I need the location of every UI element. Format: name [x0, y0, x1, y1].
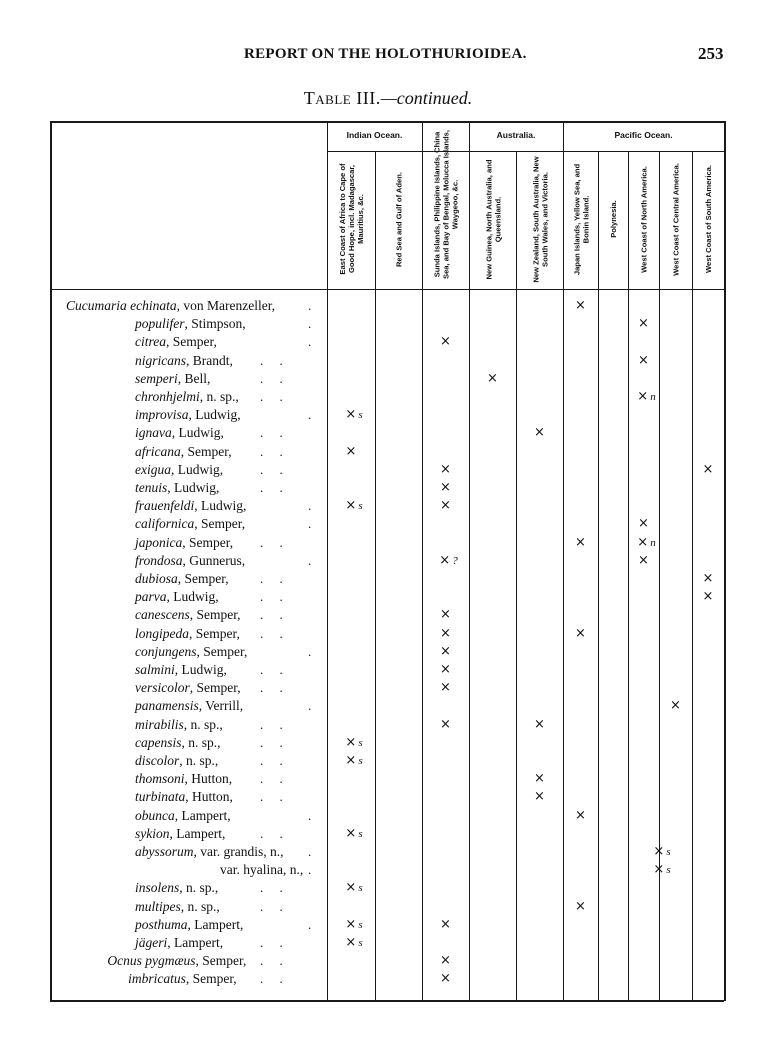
table-row	[0, 970, 776, 988]
presence-mark: ×	[575, 534, 586, 550]
presence-mark: ×	[440, 662, 451, 677]
table-row	[0, 515, 776, 533]
table-row	[0, 679, 776, 697]
dot-leader: . .	[260, 935, 283, 950]
species-author: , n. sp.,	[181, 734, 221, 750]
table-row	[0, 588, 776, 606]
dot-leader: . .	[260, 443, 283, 459]
column-header: Polynesia.	[608, 200, 618, 238]
dot-leader: . .	[260, 716, 283, 732]
species-author: , n. sp.,	[180, 898, 220, 914]
species-name	[135, 916, 243, 934]
dot-leader: . .	[260, 953, 283, 969]
dot-leader: .	[308, 316, 312, 332]
species-author: , Lampert,	[167, 935, 224, 950]
presence-mark: ×	[440, 953, 451, 969]
species-author: , Semper,	[189, 680, 241, 696]
species-author: , Ludwig,	[171, 425, 224, 441]
presence-mark: ×	[440, 607, 451, 623]
species-author: , n. sp.,	[179, 880, 219, 896]
mark-note: s	[666, 864, 671, 877]
species-name	[135, 843, 284, 861]
species-epithet: nigricans	[135, 352, 187, 368]
species-epithet: africana	[135, 443, 181, 459]
dot-leader: . .	[260, 589, 283, 605]
table-row	[0, 606, 776, 624]
species-epithet: posthuma	[135, 916, 188, 932]
presence-mark: × s	[345, 407, 363, 423]
dot-leader: .	[308, 643, 312, 659]
species-author: , Semper,	[194, 516, 246, 532]
species-name	[135, 370, 210, 388]
table-row	[0, 352, 776, 370]
species-name	[135, 807, 231, 825]
presence-mark: ×	[638, 352, 649, 368]
species-author: , Ludwig,	[171, 461, 224, 477]
presence-mark: × s	[345, 880, 363, 896]
species-name	[135, 461, 223, 479]
mark-note: n	[650, 391, 656, 403]
table-row	[0, 825, 776, 843]
column-header: West Coast of Central America.	[671, 162, 680, 276]
mark-note: n	[650, 536, 656, 549]
table-caption-label: Table III.	[303, 88, 381, 108]
mark-note: s	[666, 846, 671, 858]
presence-mark: ×	[575, 807, 586, 823]
dot-leader: . .	[260, 534, 283, 550]
dot-leader: . .	[260, 607, 283, 623]
species-name	[135, 424, 224, 442]
mark-note: s	[358, 882, 363, 895]
genus-name: Cucumaria echinata	[66, 298, 177, 313]
dot-leader: .	[308, 862, 312, 878]
table-row	[0, 770, 776, 788]
presence-mark: ×	[575, 898, 586, 914]
table-row	[0, 843, 776, 861]
species-epithet: sykion	[135, 825, 170, 841]
dot-leader: .	[308, 698, 312, 714]
table-row	[0, 661, 776, 679]
species-epithet: canescens	[135, 607, 190, 623]
species-author: , Semper,	[180, 443, 232, 459]
presence-mark: ×	[440, 971, 451, 987]
species-epithet: jägeri	[135, 935, 168, 950]
dot-leader: .	[308, 407, 312, 423]
species-author: , Hutton,	[185, 789, 233, 805]
mark-note: s	[358, 937, 363, 949]
species-name	[135, 443, 232, 461]
presence-mark: ×	[440, 680, 451, 696]
dot-leader: . .	[260, 461, 283, 477]
presence-mark: ×	[440, 498, 451, 514]
species-name	[135, 934, 223, 952]
presence-mark: ×	[575, 625, 586, 641]
presence-mark: ×	[487, 370, 498, 386]
table-row	[0, 916, 776, 934]
species-name	[66, 297, 275, 315]
table-row	[0, 716, 776, 734]
dot-leader: . .	[260, 771, 283, 787]
species-epithet: thomsoni	[135, 771, 185, 787]
species-epithet: tenuis	[135, 480, 168, 495]
dot-leader: . .	[260, 625, 283, 641]
species-epithet: populifer	[135, 316, 185, 332]
genus-name: Ocnus pygmæus	[107, 953, 196, 969]
species-name	[135, 625, 240, 643]
presence-mark: × s	[345, 916, 363, 932]
presence-mark: × s	[345, 734, 363, 750]
species-name	[135, 716, 223, 734]
mark-note: ?	[452, 554, 458, 567]
species-name	[135, 679, 241, 697]
table-row	[0, 370, 776, 388]
presence-mark: ×	[440, 643, 451, 659]
species-name	[135, 352, 233, 370]
species-author: , Semper,	[166, 334, 217, 350]
table-row	[0, 388, 776, 406]
presence-mark: ×	[702, 589, 714, 605]
species-name	[135, 788, 233, 806]
running-title: REPORT ON THE HOLOTHURIOIDEA.	[244, 46, 527, 62]
group-label: Pacific Ocean.	[614, 130, 673, 140]
species-name	[128, 970, 237, 988]
species-author: , von Marenzeller,	[176, 298, 276, 313]
species-name	[135, 552, 245, 570]
species-author: , Stimpson,	[184, 316, 246, 332]
table-row	[0, 552, 776, 570]
species-epithet: multipes	[135, 898, 181, 914]
species-epithet: versicolor	[135, 680, 190, 696]
page-number: 253	[698, 44, 724, 63]
presence-mark: ×	[534, 425, 545, 441]
table-row	[0, 879, 776, 897]
column-header: New Zealand, South Australia, New South Wales, and Victoria.	[530, 155, 549, 283]
species-epithet: insolens	[135, 880, 180, 896]
species-author: , Gunnerus,	[182, 552, 246, 568]
presence-mark: × n	[637, 389, 656, 404]
species-name	[135, 752, 218, 770]
species-name	[135, 697, 243, 715]
table-row	[0, 807, 776, 825]
group-rule	[563, 151, 724, 152]
column-header: Sunda Islands, Philippine Islands, China Sea, and Bay of Bengal, Molucca Islands, Waygeoo, &c.	[432, 129, 459, 279]
presence-mark: ×	[534, 789, 545, 805]
species-author: , Semper,	[185, 971, 237, 987]
species-author: var. hyalina, n.,	[220, 862, 304, 878]
table-row	[0, 898, 776, 916]
column-header: West Coast of South America.	[703, 164, 713, 274]
table-row	[0, 643, 776, 661]
species-epithet: improvisa	[135, 407, 189, 423]
mark-note: s	[358, 500, 363, 513]
presence-mark: ×	[702, 571, 714, 586]
species-epithet: salmini	[135, 662, 175, 677]
species-name	[135, 315, 246, 333]
presence-mark: × s	[345, 498, 363, 514]
dot-leader: . .	[260, 571, 283, 586]
dot-leader: .	[308, 552, 312, 568]
species-name	[135, 643, 247, 661]
presence-mark: × s	[653, 862, 671, 878]
species-author: , Lampert,	[187, 916, 244, 932]
species-epithet: capensis	[135, 734, 182, 750]
species-name	[135, 898, 220, 916]
species-author: , Ludwig,	[188, 407, 241, 423]
dot-leader: . .	[260, 898, 283, 914]
presence-mark: ×	[670, 698, 681, 714]
mark-note: s	[358, 827, 363, 840]
species-epithet: turbinata	[135, 789, 186, 805]
dot-leader: . .	[260, 753, 283, 768]
table-row	[0, 443, 776, 461]
species-author: , Lampert,	[169, 825, 226, 841]
dot-leader: .	[308, 298, 312, 313]
species-author: , Ludwig,	[194, 498, 247, 514]
dot-leader: . .	[260, 880, 283, 896]
dot-leader: . .	[260, 425, 283, 441]
column-header: Red Sea and Gulf of Aden.	[394, 171, 403, 267]
table-row	[0, 534, 776, 552]
species-epithet: californica	[135, 516, 195, 532]
presence-mark: ×	[345, 443, 357, 459]
species-epithet: longipeda	[135, 625, 189, 641]
species-name	[135, 661, 227, 679]
presence-mark: ×	[440, 916, 451, 932]
species-name	[135, 770, 232, 788]
species-epithet: exigua	[135, 461, 171, 477]
species-epithet: citrea	[135, 334, 166, 350]
presence-mark: ×	[638, 516, 649, 532]
species-name	[135, 515, 245, 533]
dot-leader: . .	[260, 352, 283, 368]
species-author: , n. sp.,	[179, 753, 219, 768]
species-name	[135, 570, 229, 588]
presence-mark: ×	[440, 480, 451, 495]
table-caption-continued: —continued.	[380, 88, 473, 108]
species-epithet: conjungens	[135, 643, 197, 659]
column-header: New Guinea, North Australia, and Queensland.	[483, 159, 502, 279]
table-row	[0, 406, 776, 424]
presence-mark: × n	[637, 534, 656, 550]
dot-leader: . .	[260, 734, 283, 750]
presence-mark: × ?	[439, 552, 458, 568]
dot-leader: . .	[260, 789, 283, 805]
species-name	[135, 825, 225, 843]
species-epithet: parva	[135, 589, 167, 605]
table-row	[0, 788, 776, 806]
mark-note: s	[358, 918, 363, 931]
species-name	[135, 388, 239, 406]
presence-mark: ×	[702, 461, 714, 477]
presence-mark: × s	[345, 825, 363, 841]
species-epithet: obunca	[135, 807, 175, 823]
dot-leader: .	[308, 844, 312, 859]
dot-leader: .	[308, 516, 312, 532]
running-head	[0, 46, 776, 68]
species-author: , Ludwig,	[167, 480, 220, 495]
table-row	[0, 861, 776, 879]
species-name	[135, 734, 221, 752]
mark-note: s	[358, 736, 363, 749]
presence-mark: × s	[345, 753, 363, 768]
table-row	[0, 752, 776, 770]
species-epithet: discolor	[135, 753, 180, 768]
species-author: , Ludwig,	[166, 589, 219, 605]
column-header: West Coast of North America.	[639, 165, 648, 273]
species-author: , Semper,	[177, 571, 229, 586]
species-epithet: ignava	[135, 425, 172, 441]
species-name	[135, 497, 246, 515]
species-author: , Ludwig,	[174, 662, 227, 677]
species-author: , Semper,	[195, 953, 247, 969]
species-author: , Semper,	[196, 643, 248, 659]
table-row	[0, 497, 776, 515]
presence-mark: ×	[534, 771, 545, 787]
species-author: , Lampert,	[174, 807, 231, 823]
species-author: , n. sp.,	[183, 716, 223, 732]
presence-mark: ×	[440, 334, 451, 350]
species-name	[135, 534, 233, 552]
species-name	[107, 952, 246, 970]
table-row	[0, 734, 776, 752]
table-row	[0, 297, 776, 315]
table-row	[0, 697, 776, 715]
column-header: East Coast of Africa to Cape of Good Hope, incl. Madagascar, Mauritius, &c.	[337, 163, 365, 275]
dot-leader: . .	[260, 971, 283, 987]
presence-mark: ×	[638, 552, 649, 568]
species-author: , Semper,	[189, 607, 241, 623]
dot-leader: .	[308, 334, 312, 350]
species-name	[135, 479, 219, 497]
table-row	[0, 315, 776, 333]
dot-leader: .	[308, 498, 312, 514]
species-author: , var. grandis, n.,	[193, 844, 284, 859]
dot-leader: . .	[260, 680, 283, 696]
group-rule	[469, 151, 563, 152]
dot-leader: . .	[260, 370, 283, 386]
species-epithet: frauenfeldi	[135, 498, 195, 514]
table-row	[0, 333, 776, 351]
species-epithet: abyssorum	[135, 844, 194, 859]
table-row	[0, 424, 776, 442]
table-row	[0, 570, 776, 588]
table-row	[0, 461, 776, 479]
presence-mark: ×	[440, 716, 451, 732]
mark-note: s	[358, 755, 363, 767]
dot-leader: . .	[260, 480, 283, 495]
dot-leader: .	[308, 916, 312, 932]
species-name	[135, 606, 241, 624]
species-epithet: mirabilis	[135, 716, 184, 732]
dot-leader: . .	[260, 825, 283, 841]
dot-leader: .	[308, 807, 312, 823]
species-name	[135, 333, 217, 351]
species-author: , Hutton,	[184, 771, 233, 787]
table-row	[0, 952, 776, 970]
presence-mark: × s	[345, 935, 363, 950]
dot-leader: . .	[260, 389, 283, 404]
species-author: , Brandt,	[186, 352, 233, 368]
species-epithet: japonica	[135, 534, 183, 550]
species-name	[135, 879, 218, 897]
presence-mark: ×	[440, 625, 451, 641]
species-author: , Verrill,	[198, 698, 244, 714]
species-epithet: frondosa	[135, 552, 183, 568]
species-name	[135, 406, 241, 424]
presence-mark: ×	[534, 716, 545, 732]
presence-mark: ×	[440, 461, 451, 477]
species-epithet: semperi	[135, 370, 178, 386]
mark-note: s	[358, 409, 363, 422]
species-author: , Semper,	[182, 534, 234, 550]
group-label: Indian Ocean.	[346, 130, 403, 140]
presence-mark: ×	[638, 316, 649, 332]
table-row	[0, 625, 776, 643]
dot-leader: . .	[260, 662, 283, 677]
species-author: , Bell,	[177, 370, 211, 386]
header-bottom-rule	[50, 289, 724, 290]
group-label: Australia.	[496, 130, 536, 140]
table-bottom-rule	[50, 1000, 724, 1002]
species-name	[220, 861, 303, 879]
species-author: , Semper,	[189, 625, 240, 641]
species-name	[135, 588, 219, 606]
species-epithet: dubiosa	[135, 571, 178, 586]
species-epithet: chronhjelmi	[135, 389, 200, 404]
species-epithet: panamensis	[135, 698, 199, 714]
presence-mark: × s	[653, 844, 671, 859]
table-top-rule	[50, 121, 724, 123]
table-row	[0, 934, 776, 952]
species-author: , n. sp.,	[199, 389, 239, 404]
column-header: Japan Islands, Yellow Sea, and Bonin Island.	[571, 163, 590, 275]
table-caption	[0, 88, 776, 109]
table-row	[0, 479, 776, 497]
presence-mark: ×	[575, 298, 586, 313]
species-epithet: imbricatus	[128, 971, 186, 987]
